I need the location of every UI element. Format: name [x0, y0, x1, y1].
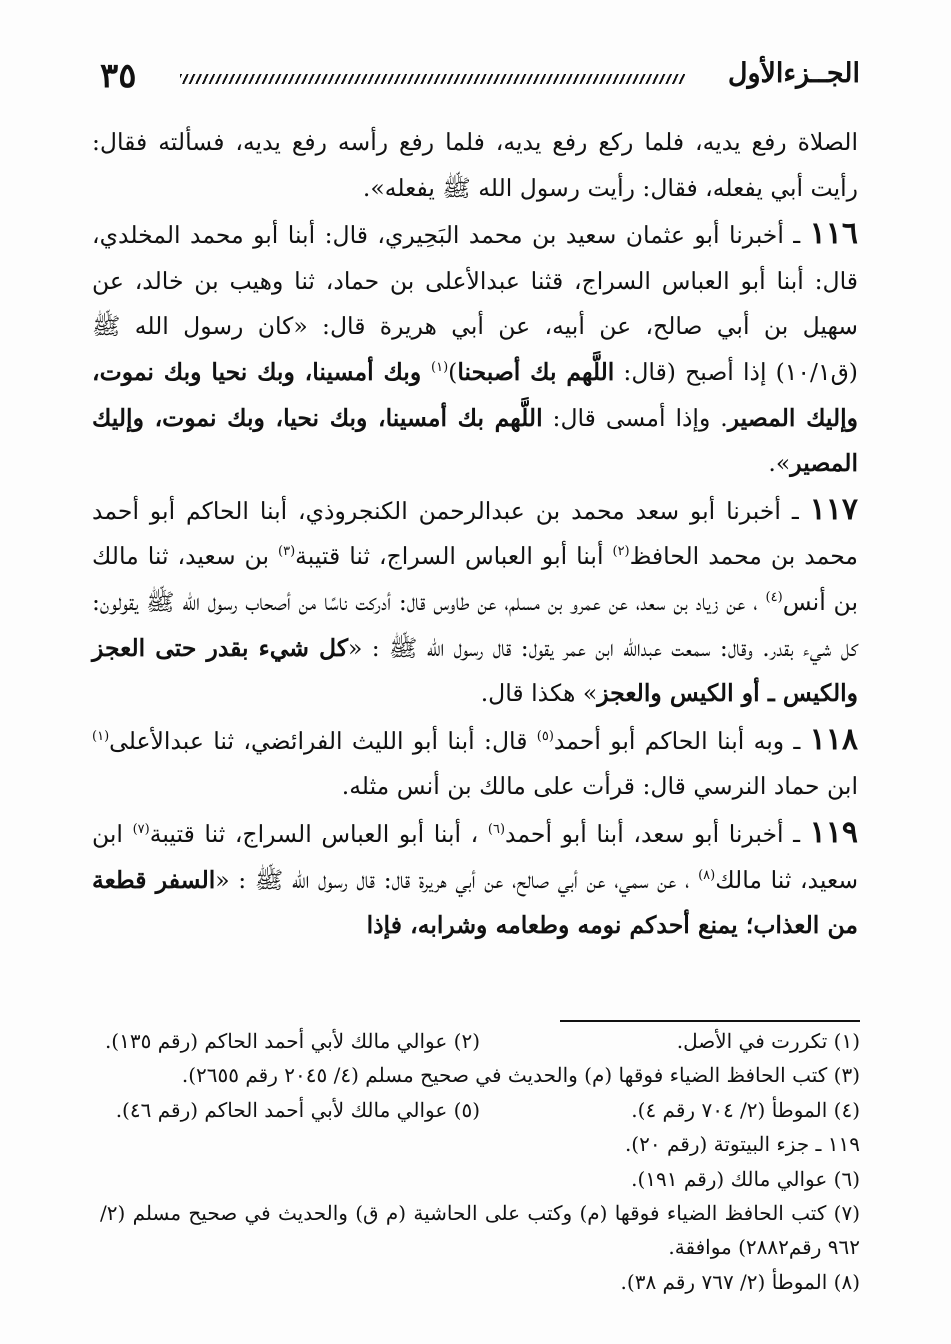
hadith-116: ١١٦ ـ أخبرنا أبو عثمان سعيد بن محمد البَحِيري، قال: أبنا أبو محمد المخلدي، قال: أبنا أبو العباس السراج، قثنا عبدالأعلى بن حماد، ثنا وهيب بن خالد، عن سهيل بن أبي صالح، عن أبيه، عن أبي هريرة قال: «كان رسول الله ﷺ (ق١٠/١) إذا أصبح (قال: اللَّهم بك أصبحنا)$^{(١)}$ وبك أمسينا، وبك نحيا وبك نموت، وإليك المصير. وإذا أمسى قال: اللَّهم بك أمسينا، وبك نحيا، وبك نموت، وإليك المصير». [92, 216, 859, 478]
footnote-3: (٣) كتب الحافظ الضياء فوقها (م) والحديث في صحيح مسلم (٤/ ٢٠٤٥ رقم ٢٦٥٥). [181, 1063, 860, 1088]
footnote-section-119: ١١٩ ـ جزء البيتوتة (رقم ٢٠). [624, 1132, 860, 1157]
footnotes [100, 1024, 860, 1299]
footnote-marker: (١) [431, 360, 449, 376]
hadith-117: ١١٧ ـ أخبرنا أبو سعد محمد بن عبدالرحمن الكنجروذي، أبنا الحاكم أبو أحمد محمد بن محمد الحافظ$^{(٢)}$ أبنا أبو العباس السراج، ثنا قتيبة$^{(٣)}$ بن سعيد، ثنا مالك بن أنس$^{(٤)}$ ، عن زياد بن سعد، عن عمرو بن مسلم، عن طاوس قال: أدركت ناسًا من أصحاب رسول الله ﷺ يقولون: كل شيء بقدر. وقال: سمعت عبدالله ابن عمر يقول: قال رسول الله ﷺ : «كل شيء بقدر حتى العجز والكيس ـ أو الكيس والعجز» هكذا قال. [92, 491, 858, 708]
footnote-marker: (٦) [487, 822, 506, 838]
footnote-marker: (٥) [536, 728, 554, 744]
footnote-2: (٢) عوالي مالك لأبي أحمد الحاكم (رقم ١٣٥). [104, 1029, 480, 1053]
hadith-number: ١١٧ [809, 491, 858, 527]
page-header [90, 52, 860, 102]
hadith-number: ١١٦ [809, 216, 858, 252]
page-number: ٣٥ [100, 56, 137, 96]
hadith-119: ١١٩ ـ أخبرنا أبو سعد، أبنا أبو أحمد$^{(٦)}$ ، أبنا أبو العباس السراج، ثنا قتيبة$^{(٧)}$ ابن سعيد، ثنا مالك$^{(٨)}$ ، عن سمي، عن أبي صالح، عن أبي هريرة قال: قال رسول الله ﷺ : «السفر قطعة من العذاب؛ يمنع أحدكم نومه وطعامه وشرابه، فإذا [92, 814, 859, 940]
running-head: الجــزءالأول [727, 58, 860, 89]
footnote-5: (٥) عوالي مالك لأبي أحمد الحاكم (رقم ٤٦). [115, 1097, 480, 1122]
main-text [92, 120, 858, 949]
header-rule [180, 74, 685, 84]
footnote-marker: (٣) [278, 544, 296, 560]
footnote-marker: (٨) [698, 867, 716, 883]
footnote-separator [560, 1020, 860, 1022]
footnote-marker: (٢) [612, 544, 630, 560]
footnote-7: (٧) كتب الحافظ الضياء فوقها (م) وكتب على الحاشية (م ق) والحديث في صحيح مسلم (٢/ ٩٦٢ رقم٢٨٨٢) موافقة. [100, 1201, 860, 1260]
footnote-marker: (٧) [132, 822, 150, 838]
footnote-1: (١) تكررت في الأصل. [676, 1029, 860, 1053]
hadith-number: ١١٩ [809, 814, 858, 850]
hadith-118: ١١٨ ـ وبه أبنا الحاكم أبو أحمد$^{(٥)}$ قال: أبنا أبو الليث الفرائضي، ثنا عبدالأعلى$^{(١)}$ ابن حماد النرسي قال: قرأت على مالك بن أنس مثله. [92, 721, 858, 801]
footnote-6: (٦) عوالي مالك (رقم ١٩١). [631, 1166, 860, 1191]
footnote-marker: (١) [92, 728, 110, 744]
paragraph-intro: الصلاة رفع يديه، فلما ركع رفع يديه، فلما رفع رأسه رفع يديه، فسألته فقال: رأيت أبي يفعله، فقال: رأيت رسول الله ﷺ يفعله». [92, 128, 858, 202]
footnote-marker: (٤) [765, 590, 783, 606]
footnote-4: (٤) الموطأ (٢/ ٧٠٤ رقم ٤). [631, 1097, 860, 1122]
hadith-number: ١١٨ [809, 721, 858, 757]
footnote-8: (٨) الموطأ (٢/ ٧٦٧ رقم ٣٨). [620, 1269, 860, 1294]
